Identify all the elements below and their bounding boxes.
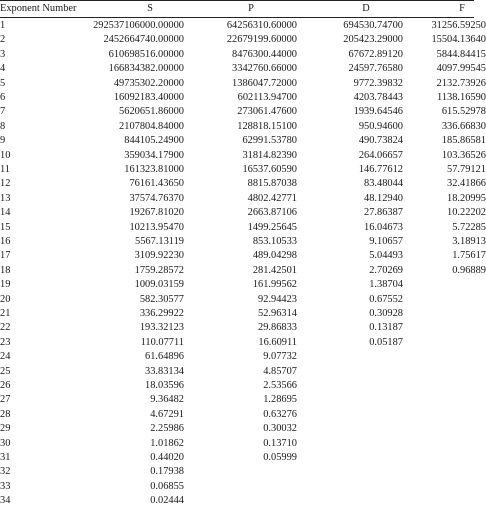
f-cell: 615.52978 <box>441 106 486 118</box>
s-cell: 10213.95470 <box>129 221 184 233</box>
p-cell: 0.05999 <box>263 452 297 463</box>
f-cell: 15504.13640 <box>431 34 486 46</box>
table-row <box>0 379 474 393</box>
s-cell: 582.30577 <box>139 293 184 305</box>
table-row <box>0 221 486 235</box>
table-row <box>0 365 474 379</box>
p-cell: 1386047.72000 <box>232 77 297 89</box>
s-cell: 0.02444 <box>150 495 184 507</box>
s-cell: 5567.13119 <box>135 236 184 247</box>
table-row <box>0 350 474 364</box>
p-cell: 1.28695 <box>263 394 297 406</box>
s-cell: 5620651.86000 <box>119 106 184 118</box>
table-row <box>0 192 486 206</box>
s-cell: 1009.03159 <box>134 279 184 291</box>
table-row <box>0 62 486 76</box>
p-cell: 16.60911 <box>258 336 297 348</box>
f-cell: 5.72285 <box>452 221 486 233</box>
exponent-number-cell: 8 <box>0 120 6 132</box>
table-row <box>0 278 474 292</box>
table-row <box>0 134 486 148</box>
exponent-number-cell: 26 <box>0 380 11 391</box>
p-cell: 2.53566 <box>263 380 297 391</box>
f-cell: 3.18913 <box>452 236 486 247</box>
d-cell: 1939.64546 <box>353 106 403 118</box>
p-cell: 8476300.44000 <box>232 48 297 60</box>
header-s: S <box>147 3 153 14</box>
exponent-number-cell: 31 <box>0 452 11 463</box>
d-cell: 205423.29000 <box>343 34 403 46</box>
p-cell: 161.99562 <box>252 279 297 291</box>
d-cell: 4203.78443 <box>353 92 403 103</box>
f-cell: 185.86581 <box>441 135 486 147</box>
exponent-number-cell: 4 <box>0 63 6 75</box>
table-row <box>0 77 486 91</box>
s-cell: 19267.81020 <box>129 207 184 219</box>
f-cell: 31256.59250 <box>431 20 486 31</box>
table-header-rule <box>0 17 474 18</box>
f-cell: 0.96889 <box>452 264 486 276</box>
p-cell: 2663.87106 <box>247 207 297 219</box>
exponent-number-cell: 25 <box>0 365 11 377</box>
table-row <box>0 177 486 191</box>
exponent-number-cell: 20 <box>0 293 11 305</box>
header-f: F <box>459 3 465 14</box>
exponent-number-cell: 21 <box>0 308 11 319</box>
table-top-rule <box>0 0 474 1</box>
table-row <box>0 235 486 249</box>
d-cell: 0.05187 <box>369 336 403 348</box>
exponent-number-cell: 13 <box>0 192 11 204</box>
table-row <box>0 451 474 465</box>
exponent-number-cell: 10 <box>0 149 11 161</box>
p-cell: 31814.82390 <box>242 149 297 161</box>
exponent-number-cell: 18 <box>0 264 11 276</box>
exponent-number-cell: 34 <box>0 495 11 507</box>
p-cell: 273061.47600 <box>237 106 297 118</box>
s-cell: 161323.81000 <box>124 164 184 175</box>
f-cell: 18.20995 <box>447 192 486 204</box>
s-cell: 110.07711 <box>140 336 184 348</box>
f-cell: 4097.99545 <box>436 63 486 75</box>
s-cell: 610698516.00000 <box>108 48 184 60</box>
d-cell: 16.04673 <box>364 221 403 233</box>
d-cell: 9.10657 <box>369 236 403 247</box>
table-row <box>0 91 486 105</box>
table-row <box>0 105 486 119</box>
d-cell: 9772.39832 <box>353 77 403 89</box>
exponent-number-cell: 15 <box>0 221 11 233</box>
table-row <box>0 206 486 220</box>
p-cell: 0.13710 <box>263 437 297 449</box>
s-cell: 193.32123 <box>139 322 184 334</box>
table-row <box>0 293 474 307</box>
s-cell: 9.36482 <box>150 394 184 406</box>
s-cell: 359034.17900 <box>124 149 184 161</box>
p-cell: 4.85707 <box>263 365 297 377</box>
exponent-number-cell: 1 <box>0 20 6 31</box>
s-cell: 37574.76370 <box>129 192 184 204</box>
d-cell: 5.04493 <box>369 250 403 262</box>
p-cell: 0.30032 <box>263 423 297 435</box>
p-cell: 29.86833 <box>258 322 297 334</box>
table-row <box>0 120 486 134</box>
f-cell: 1138.16590 <box>437 92 486 103</box>
s-cell: 49735302.20000 <box>113 77 184 89</box>
table-row <box>0 321 474 335</box>
d-cell: 24597.76580 <box>348 63 403 75</box>
d-cell: 264.06657 <box>358 149 403 161</box>
s-cell: 0.17938 <box>150 466 184 478</box>
d-cell: 67672.89120 <box>348 48 403 60</box>
f-cell: 1.75617 <box>452 250 486 262</box>
p-cell: 52.96314 <box>258 308 297 319</box>
s-cell: 76161.43650 <box>129 178 184 190</box>
table-row <box>0 48 486 62</box>
s-cell: 1.01862 <box>150 437 184 449</box>
s-cell: 61.64896 <box>145 351 184 363</box>
s-cell: 0.44020 <box>150 452 184 463</box>
exponent-number-cell: 23 <box>0 336 11 348</box>
f-cell: 103.36526 <box>441 149 486 161</box>
s-cell: 844105.24900 <box>124 135 184 147</box>
s-cell: 2.25986 <box>150 423 184 435</box>
s-cell: 2452664740.00000 <box>103 34 184 46</box>
s-cell: 16092183.40000 <box>113 92 184 103</box>
table-row <box>0 264 486 278</box>
s-cell: 166834382.00000 <box>108 63 184 75</box>
p-cell: 4802.42771 <box>247 192 297 204</box>
p-cell: 602113.94700 <box>237 92 297 103</box>
exponent-number-cell: 17 <box>0 250 11 262</box>
exponent-number-cell: 30 <box>0 437 11 449</box>
f-cell: 57.79121 <box>447 164 486 175</box>
exponent-number-cell: 27 <box>0 394 11 406</box>
d-cell: 950.94600 <box>358 120 403 132</box>
s-cell: 336.29922 <box>139 308 184 319</box>
table-row <box>0 422 474 436</box>
p-cell: 0.63276 <box>263 408 297 420</box>
s-cell: 1759.28572 <box>134 264 184 276</box>
f-cell: 5844.84415 <box>436 48 486 60</box>
s-cell: 33.83134 <box>145 365 184 377</box>
f-cell: 2132.73926 <box>436 77 486 89</box>
f-cell: 336.66830 <box>441 120 486 132</box>
table-row <box>0 19 486 33</box>
d-cell: 0.13187 <box>369 322 403 334</box>
exponent-number-cell: 19 <box>0 279 11 291</box>
exponent-number-cell: 29 <box>0 423 11 435</box>
d-cell: 48.12940 <box>364 192 403 204</box>
d-cell: 83.48044 <box>364 178 403 190</box>
table-row <box>0 33 486 47</box>
p-cell: 853.10533 <box>252 236 297 247</box>
d-cell: 1.38704 <box>369 279 403 291</box>
header-p: P <box>248 3 254 14</box>
d-cell: 0.67552 <box>369 293 403 305</box>
exponent-number-cell: 14 <box>0 207 11 219</box>
d-cell: 694530.74700 <box>343 20 403 31</box>
s-cell: 0.06855 <box>150 480 184 492</box>
table-row <box>0 494 474 508</box>
table-row <box>0 437 474 451</box>
f-cell: 10.22202 <box>447 207 486 219</box>
p-cell: 8815.87038 <box>247 178 297 190</box>
p-cell: 62991.53780 <box>242 135 297 147</box>
table-row <box>0 163 486 177</box>
p-cell: 64256310.60000 <box>226 20 297 31</box>
f-cell: 32.41866 <box>447 178 486 190</box>
s-cell: 2107804.84000 <box>119 120 184 132</box>
p-cell: 489.04298 <box>252 250 297 262</box>
p-cell: 16537.60590 <box>242 164 297 175</box>
exponent-number-cell: 28 <box>0 408 11 420</box>
table-row <box>0 393 474 407</box>
exponent-number-cell: 3 <box>0 48 6 60</box>
table-row <box>0 149 486 163</box>
exponent-number-cell: 22 <box>0 322 11 334</box>
p-cell: 281.42501 <box>252 264 297 276</box>
exponent-number-cell: 33 <box>0 480 11 492</box>
d-cell: 490.73824 <box>358 135 403 147</box>
table-row <box>0 336 474 350</box>
exponent-number-cell: 12 <box>0 178 11 190</box>
p-cell: 3342760.66000 <box>232 63 297 75</box>
s-cell: 3109.92230 <box>134 250 184 262</box>
s-cell: 292537106000.00000 <box>93 20 184 31</box>
exponent-number-cell: 16 <box>0 236 11 247</box>
p-cell: 128818.15100 <box>237 120 297 132</box>
table-row <box>0 465 474 479</box>
d-cell: 0.30928 <box>369 308 403 319</box>
exponent-number-cell: 32 <box>0 466 11 478</box>
exponent-number-cell: 24 <box>0 351 11 363</box>
exponent-number-cell: 2 <box>0 34 6 46</box>
exponent-number-cell: 5 <box>0 77 6 89</box>
exponent-number-cell: 6 <box>0 92 6 103</box>
header-exponent-number: Exponent Number <box>0 3 77 14</box>
table-header-row <box>0 2 474 16</box>
table-row <box>0 480 474 494</box>
s-cell: 18.03596 <box>145 380 184 391</box>
p-cell: 9.07732 <box>263 351 297 363</box>
p-cell: 22679199.60000 <box>226 34 297 46</box>
s-cell: 4.67291 <box>150 408 184 420</box>
p-cell: 92.94423 <box>258 293 297 305</box>
table-row <box>0 249 486 263</box>
exponent-number-cell: 9 <box>0 135 6 147</box>
exponent-number-cell: 11 <box>0 164 11 175</box>
d-cell: 146.77612 <box>358 164 403 175</box>
d-cell: 2.70269 <box>369 264 403 276</box>
header-d: D <box>362 3 370 14</box>
p-cell: 1499.25645 <box>247 221 297 233</box>
table-row <box>0 408 474 422</box>
table-row <box>0 307 474 321</box>
exponent-number-cell: 7 <box>0 106 6 118</box>
d-cell: 27.86387 <box>364 207 403 219</box>
